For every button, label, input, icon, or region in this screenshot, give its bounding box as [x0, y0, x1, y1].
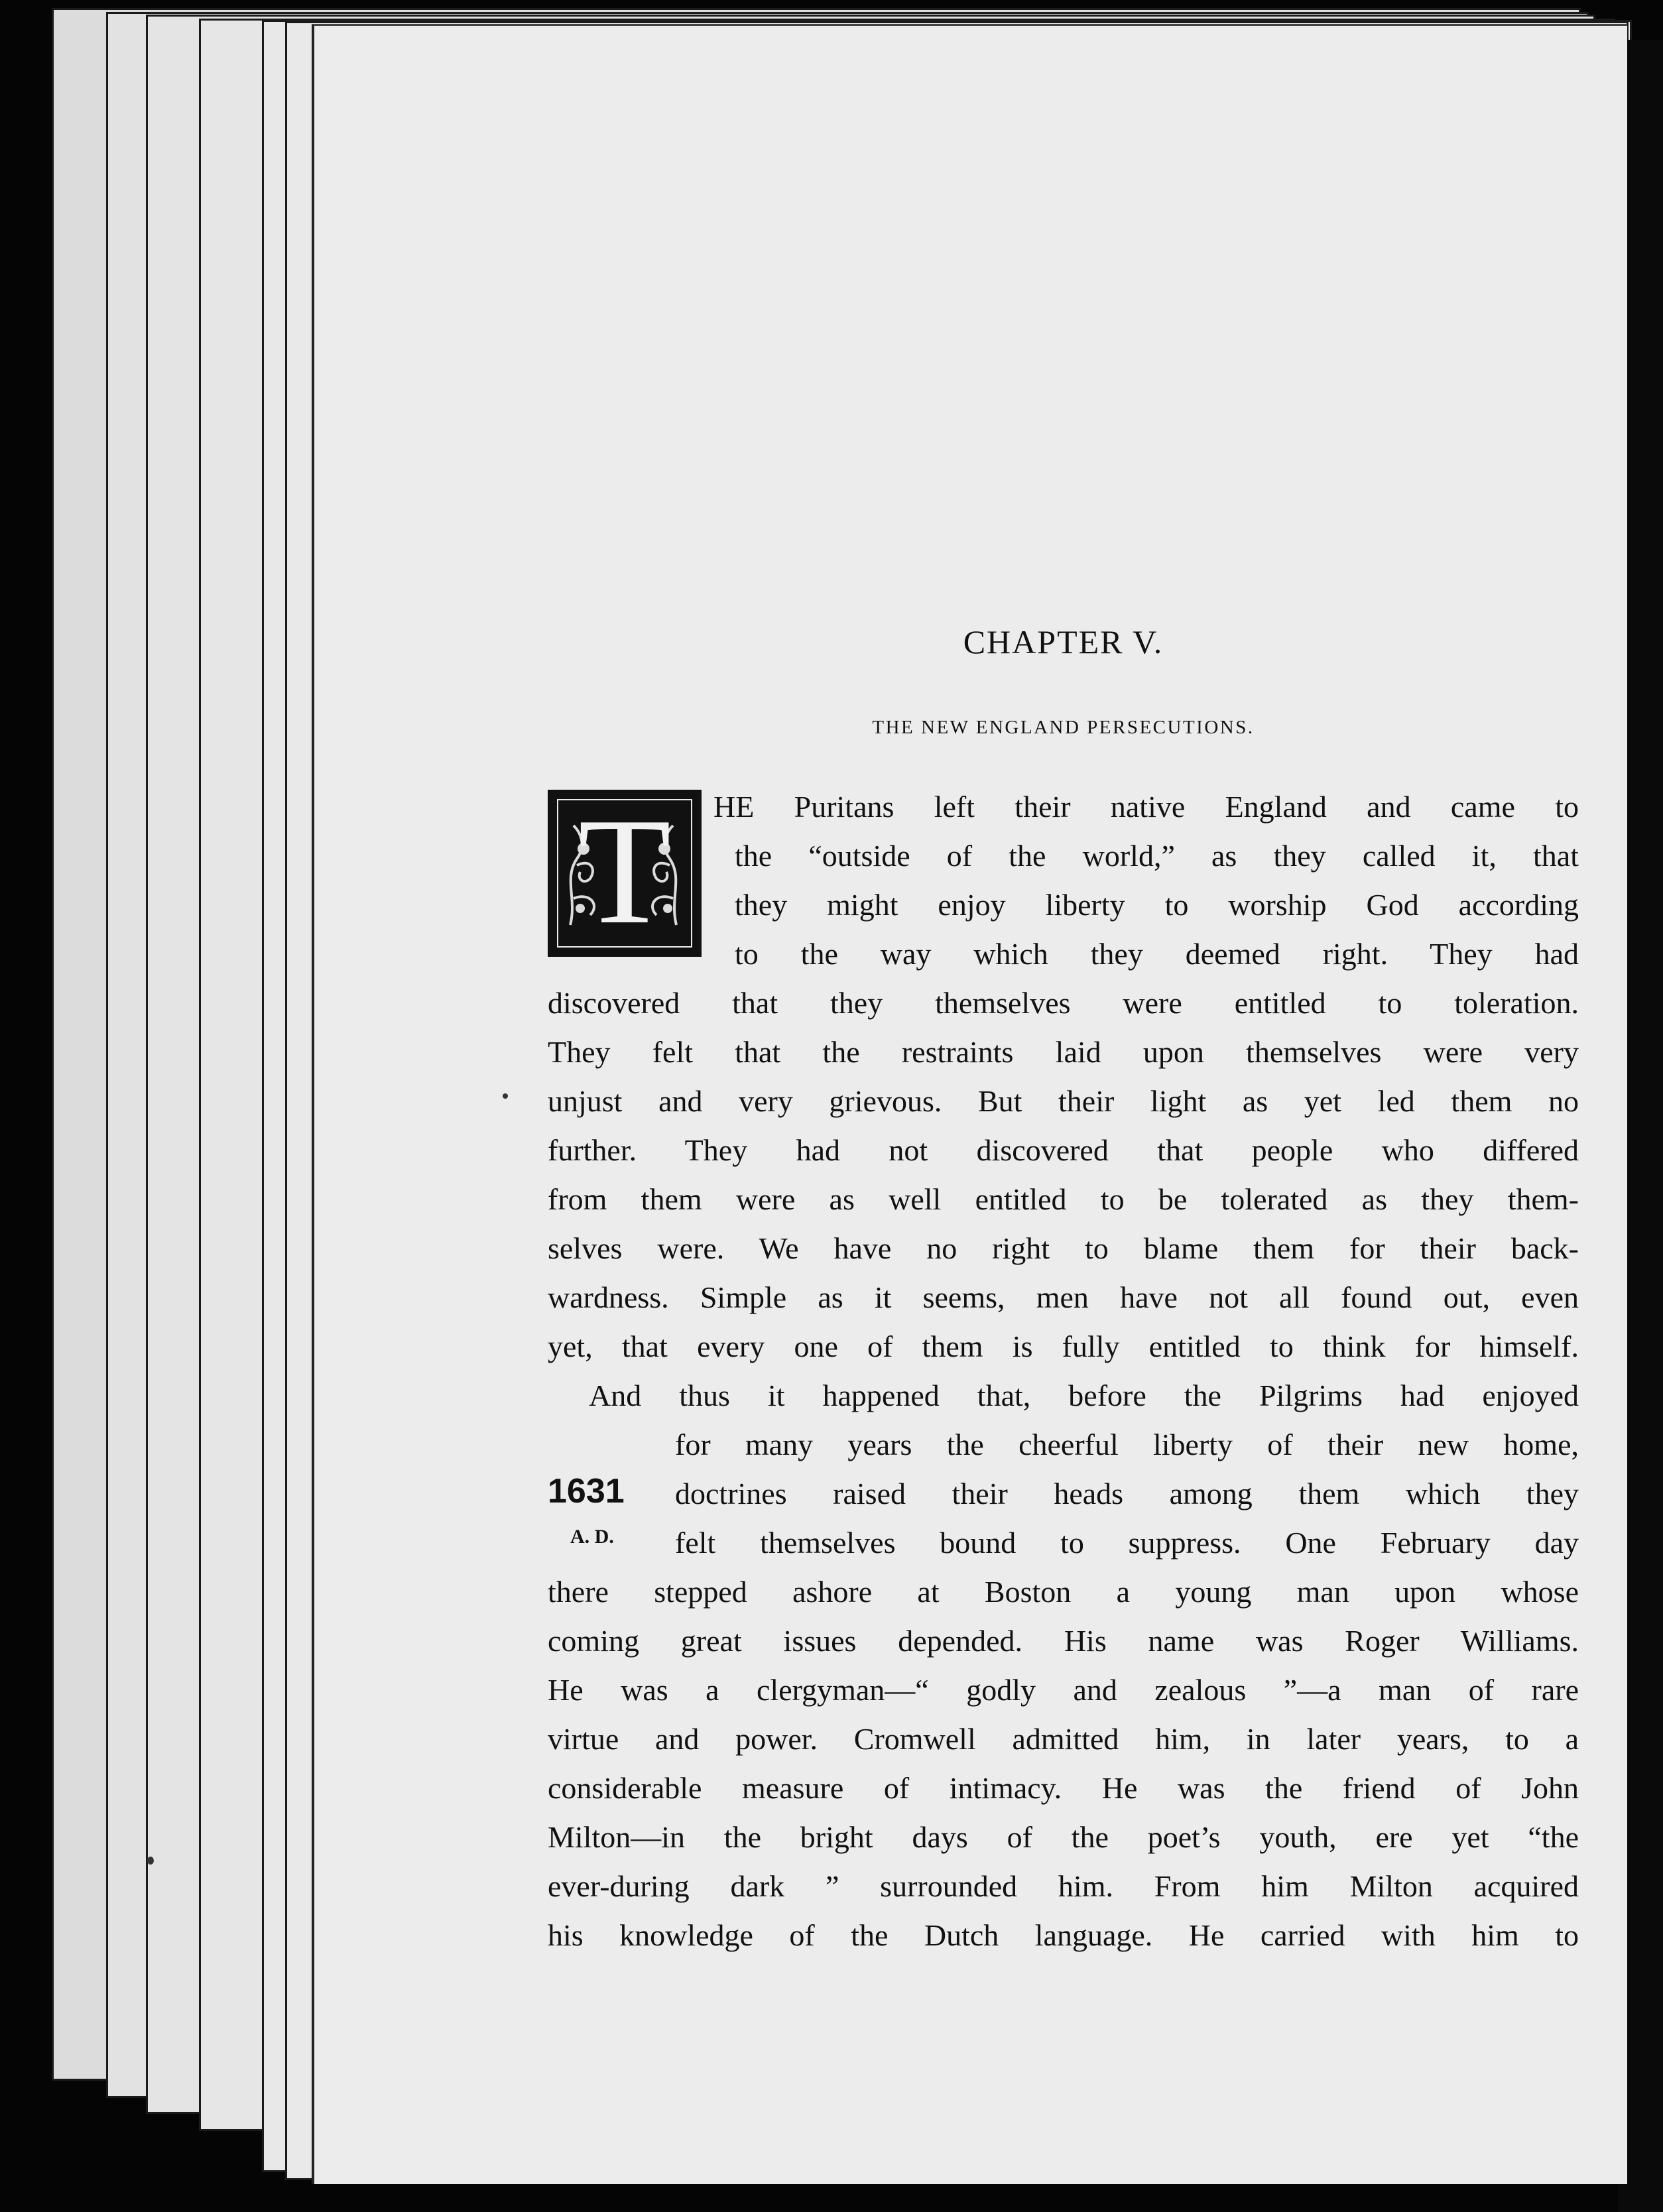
text-line: selves were. We have no right to blame them for their back-	[548, 1231, 1579, 1265]
text-line: for many years the cheerful liberty of their new home,	[675, 1428, 1579, 1461]
text-line: discovered that they themselves were entitled to toleration.	[548, 986, 1579, 1020]
book-page	[312, 24, 1627, 2184]
text-line: Milton—in the bright days of the poet’s youth, ere yet “the	[548, 1820, 1579, 1854]
text-line: unjust and very grievous. But their light as yet led them no	[548, 1084, 1579, 1118]
margin-era: A. D.	[570, 1526, 614, 1548]
text-line: HE Puritans left their native England and came to	[713, 790, 1579, 824]
text-line: yet, that every one of them is fully entitled to think for himself.	[548, 1329, 1579, 1363]
text-line: doctrines raised their heads among them which they	[675, 1477, 1579, 1510]
initial-letter: T	[578, 786, 672, 955]
text-line: from them were as well entitled to be tolerated as they them-	[548, 1182, 1579, 1216]
text-line: virtue and power. Cromwell admitted him, in later years, to a	[548, 1722, 1579, 1756]
text-line: considerable measure of intimacy. He was the friend of John	[548, 1771, 1579, 1805]
text-line: there stepped ashore at Boston a young man upon whose	[548, 1575, 1579, 1609]
text-line: coming great issues depended. His name was Roger Williams.	[548, 1624, 1579, 1658]
text-line: ever-during dark ” surrounded him. From him Milton acquired	[548, 1869, 1579, 1903]
ornamental-initial	[548, 786, 702, 957]
chapter-subtitle: THE NEW ENGLAND PERSECUTIONS.	[872, 717, 1255, 738]
scan-speck	[503, 1093, 508, 1099]
chapter-title: CHAPTER V.	[963, 623, 1164, 660]
text-line: his knowledge of the Dutch language. He carried with him to	[548, 1918, 1579, 1952]
text-line: the “outside of the world,” as they called it, that	[735, 839, 1579, 873]
text-line: felt themselves bound to suppress. One February day	[675, 1526, 1579, 1560]
text-line: further. They had not discovered that people who differed	[548, 1133, 1579, 1167]
text-line: to the way which they deemed right. They had	[735, 937, 1579, 971]
margin-year: 1631	[548, 1472, 625, 1510]
text-line: And thus it happened that, before the Pilgrims had enjoyed	[589, 1379, 1579, 1412]
text-line: they might enjoy liberty to worship God according	[735, 888, 1579, 922]
scan-speck	[147, 1857, 154, 1865]
text-line: wardness. Simple as it seems, men have not all found out, even	[548, 1280, 1579, 1314]
text-line: They felt that the restraints laid upon themselves were very	[548, 1035, 1579, 1069]
text-line: He was a clergyman—“ godly and zealous ”—a man of rare	[548, 1673, 1579, 1707]
